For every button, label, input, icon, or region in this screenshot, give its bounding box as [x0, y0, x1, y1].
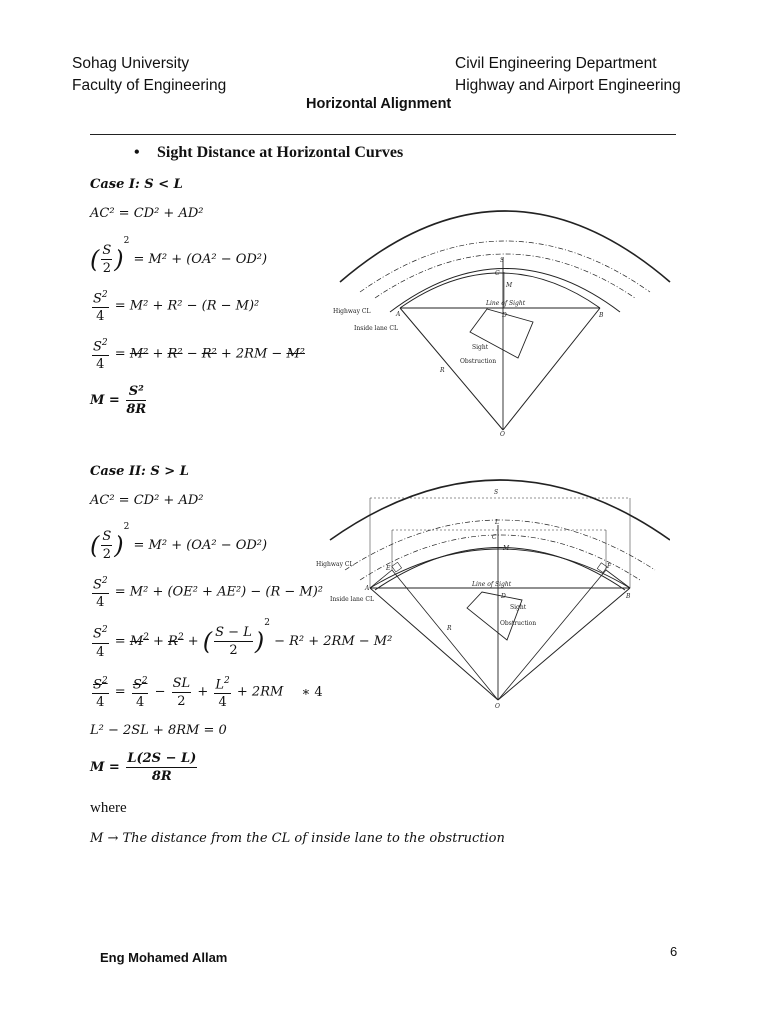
- case2-eq6: L² − 2SL + 8RM = 0: [90, 723, 227, 738]
- department-name: Civil Engineering Department: [455, 55, 657, 72]
- page-number: 6: [670, 944, 678, 959]
- case1-result: [90, 384, 148, 417]
- case2-eq5: $\frac{S^2}{4}$ = $\frac{S^2}{4}$ − $\frac{SL}{2}$ + $\frac{L^2}{4}$ + 2RM ∗ 4: [93, 675, 323, 711]
- case2-result-num: L(2S − L): [127, 751, 197, 766]
- label-inside-lane-cl: Inside lane CL: [330, 596, 374, 603]
- case1-result-lhs: M =: [90, 393, 120, 408]
- radius-left: [400, 308, 503, 430]
- outer-edge-curve: [340, 211, 670, 282]
- case2-eq5-mult: ∗ 4: [301, 684, 323, 700]
- label-s: S: [494, 489, 499, 496]
- highway-cl-curve: [360, 241, 650, 292]
- outer-edge-curve: [330, 480, 670, 540]
- label-obstruction: Obstruction: [460, 358, 497, 365]
- diagram-case1: [325, 210, 680, 440]
- sight-obstruction-shape: [467, 592, 522, 640]
- label-d: D: [502, 312, 507, 319]
- label-highway-cl: Highway CL: [316, 561, 354, 568]
- right-angle-e: [392, 562, 402, 572]
- case1-eq1: AC² = CD² + AD²: [90, 206, 204, 221]
- case2-eq5-tail: + 2RM: [236, 684, 284, 700]
- case2-eq2: ( $\frac{S}{2}$ )$^2$ = M² + (OA² − OD²): [90, 522, 268, 562]
- case2-result-den: 8R: [151, 769, 172, 784]
- faculty-name: Faculty of Engineering: [72, 77, 227, 94]
- label-r: R: [447, 625, 452, 632]
- label-f: F: [607, 563, 612, 570]
- label-m: M: [503, 545, 510, 552]
- case2-eq1: AC² = CD² + AD²: [90, 493, 204, 508]
- label-a: A: [396, 311, 401, 318]
- case2-eq3: $\frac{S^2}{4}$ = M² + (OE² + AE²) − (R − M)²: [93, 576, 324, 611]
- label-c: C: [495, 270, 500, 277]
- m-definition: M → The distance from the CL of inside lane to the obstruction: [90, 831, 505, 846]
- label-s: S: [500, 257, 505, 264]
- case2-result: [90, 751, 199, 784]
- label-m: M: [506, 282, 513, 289]
- label-line-of-sight: Line of Sight: [472, 581, 512, 588]
- where-word: where: [90, 800, 127, 816]
- page-title: Horizontal Alignment: [306, 96, 452, 112]
- case2-eq2-rhs: = M² + (OA² − OD²): [133, 538, 268, 553]
- case2-eq4-tail: − R² + 2RM − M²: [274, 634, 393, 649]
- label-sight: Sight: [510, 604, 527, 611]
- label-inside-lane-cl: Inside lane CL: [354, 325, 398, 332]
- label-o: O: [500, 431, 505, 438]
- label-c: C: [492, 534, 497, 541]
- label-d: D: [501, 593, 506, 600]
- case1-eq2-rhs: = M² + (OA² − OD²): [133, 252, 268, 267]
- header-divider: [90, 134, 676, 135]
- case1-result-den: 8R: [126, 402, 147, 417]
- case2-heading: Case II: S > L: [90, 464, 189, 479]
- radius-left: [370, 588, 498, 700]
- case1-eq3-rhs: = M² + R² − (R − M)²: [114, 298, 260, 314]
- label-a: A: [365, 585, 370, 592]
- tangent-e: [370, 570, 392, 588]
- label-line-of-sight: Line of Sight: [486, 300, 526, 307]
- label-sight: Sight: [472, 344, 489, 351]
- case2-result-lhs: M =: [90, 760, 120, 775]
- label-e: E: [386, 565, 391, 572]
- label-b: B: [599, 312, 604, 319]
- label-obstruction: Obstruction: [500, 620, 537, 627]
- case2-eq3-rhs: = M² + (OE² + AE²) − (R − M)²: [114, 584, 324, 600]
- diagram-case2: [312, 468, 670, 713]
- case1-eq4: $\frac{S^2}{4}$ = M² + R² − R² + 2RM − M²: [93, 338, 305, 373]
- inside-lane-curve: [375, 254, 635, 298]
- case2-eq4: $\frac{S^2}{4}$ = $M^2 + R^2$ + ( $\frac{S - L}{2}$ )$^2$ − R² + 2RM − M²: [93, 618, 393, 660]
- case1-heading: Case I: S < L: [90, 177, 183, 192]
- case1-eq4-term-c: R²: [201, 346, 217, 362]
- division-name: Highway and Airport Engineering: [455, 77, 681, 94]
- case1-eq4-term-b: R²: [167, 346, 183, 362]
- case1-eq4-term-e: M²: [286, 346, 305, 362]
- case1-eq4-term-a: M²: [129, 346, 149, 362]
- case1-result-num: S²: [126, 384, 146, 401]
- radius-right: [503, 308, 600, 430]
- label-highway-cl: Highway CL: [333, 308, 371, 315]
- radius-e: [392, 570, 498, 700]
- label-r: R: [440, 367, 445, 374]
- label-b: B: [626, 593, 631, 600]
- label-l: L: [495, 519, 499, 526]
- footer-author: Eng Mohamed Allam: [100, 950, 228, 965]
- section-bullet: •: [134, 144, 140, 161]
- section-heading: Sight Distance at Horizontal Curves: [157, 144, 404, 161]
- case1-eq2: ( $\frac{S}{2}$ )$^2$ = M² + (OA² − OD²): [90, 236, 268, 276]
- radius-f: [498, 570, 606, 700]
- case1-eq4-term-d: + 2RM −: [220, 346, 283, 362]
- case1-eq3: $\frac{S^2}{4}$ = M² + R² − (R − M)²: [93, 290, 260, 325]
- university-name: Sohag University: [72, 55, 190, 72]
- label-o: O: [495, 703, 500, 710]
